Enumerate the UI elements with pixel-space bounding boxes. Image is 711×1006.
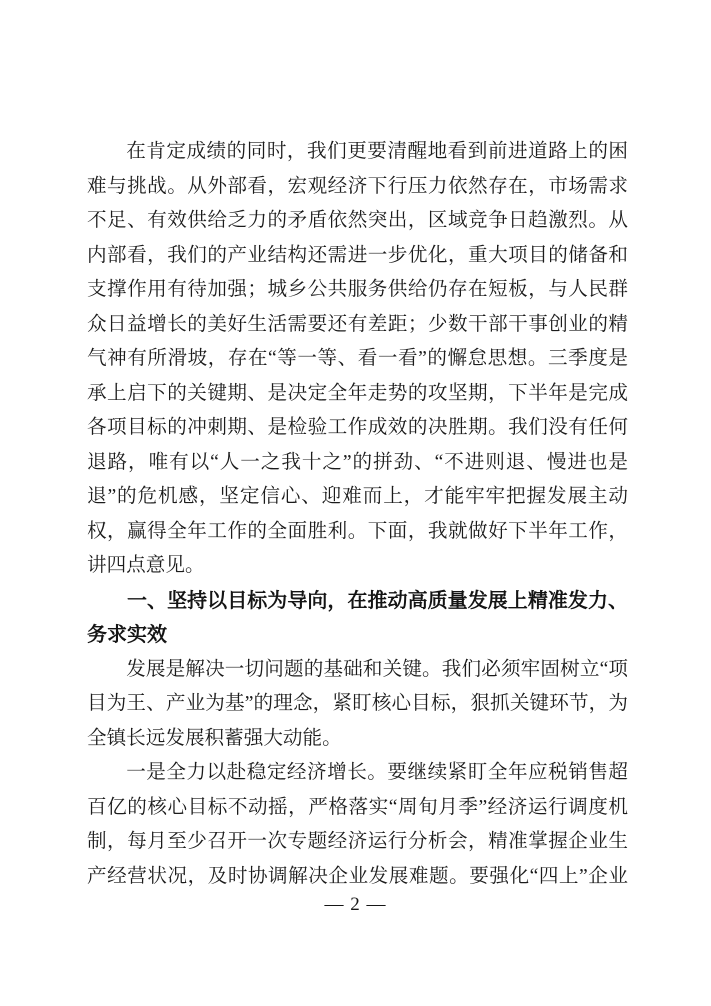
text-line: 权，赢得全年工作的全面胜利。下面，我就做好下半年工作，: [87, 520, 628, 542]
text-line: 内部看，我们的产业结构还需进一步优化，重大项目的储备和: [87, 244, 628, 266]
text-line: 退”的危机感，坚定信心、迎难而上，才能牢牢把握发展主动: [87, 486, 628, 507]
text-line: 在肯定成绩的同时，我们更要清醒地看到前进道路上的困: [126, 141, 628, 162]
text-line: 承上启下的关键期、是决定全年走势的攻坚期，下半年是完成: [87, 382, 628, 404]
text-line: 一是全力以赴稳定经济增长。要继续紧盯全年应税销售超: [126, 762, 628, 783]
text-line: 气神有所滑坡，存在“等一等、看一看”的懈怠思想。三季度是: [87, 348, 628, 369]
paragraph: [87, 756, 628, 894]
text-line: 发展是解决一切问题的基础和关键。我们必须牢固树立“项: [126, 658, 628, 680]
text-line: 百亿的核心目标不动摇，严格落实“周旬月季”经济运行调度机: [87, 796, 628, 818]
text-line: 制，每月至少召开一次专题经济运行分析会，精准掌握企业生: [87, 831, 628, 852]
paragraph: [87, 135, 628, 584]
text-line: 支撑作用有待加强；城乡公共服务供给仍存在短板，与人民群: [87, 279, 628, 300]
text-line: 目为王、产业为基”的理念，紧盯核心目标，狠抓关键环节，为: [87, 693, 628, 714]
section-heading: [87, 584, 628, 653]
text-line: 众日益增长的美好生活需要还有差距；少数干部干事创业的精: [87, 313, 628, 335]
text-line: 难与挑战。从外部看，宏观经济下行压力依然存在，市场需求: [87, 175, 628, 197]
text-line: 退路，唯有以“人一之我十之”的拼劲、“不进则退、慢进也是: [87, 451, 628, 473]
text-line: 各项目标的冲刺期、是检验工作成效的决胜期。我们没有任何: [87, 417, 628, 438]
text-column: [87, 135, 628, 894]
text-line: 讲四点意见。: [87, 555, 205, 576]
paragraph: [87, 653, 628, 757]
text-line: 全镇长远发展积蓄强大动能。: [87, 727, 342, 749]
heading-line: 一、坚持以目标为导向，在推动高质量发展上精准发力、: [127, 589, 628, 612]
heading-line: 务求实效: [87, 624, 167, 646]
text-line: 不足、有效供给乏力的矛盾依然突出，区域竞争日趋激烈。从: [87, 210, 628, 231]
page-number: — 2 —: [324, 894, 387, 915]
text-line: 产经营状况，及时协调解决企业发展难题。要强化“四上”企业: [87, 865, 628, 887]
